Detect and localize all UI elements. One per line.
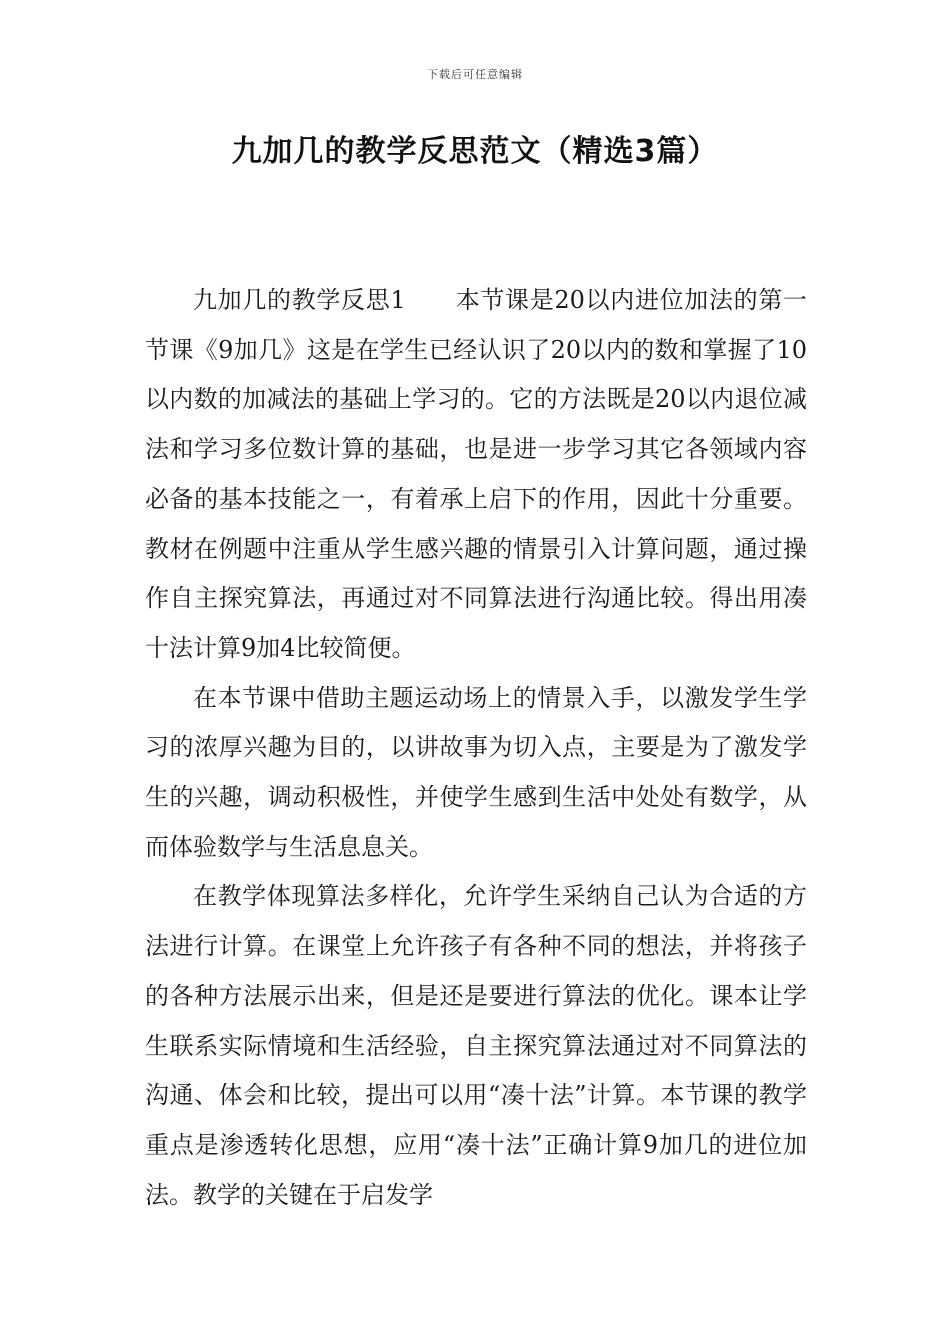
paragraph-2: 在本节课中借助主题运动场上的情景入手，以激发学生学习的浓厚兴趣为目的，以讲故事为切入点，主要是为了激发学生的兴趣，调动积极性，并使学生感到生活中处处有数学，从而体验数学与生活息息关。: [145, 683, 807, 861]
paragraph-3: 在教学体现算法多样化，允许学生采纳自己认为合适的方法进行计算。在课堂上允许孩子有各种不同的想法，并将孩子的各种方法展示出来，但是还是要进行算法的优化。课本让学生联系实际情境和生活经验，自主探究算法通过对不同算法的沟通、体会和比较，提出可以用“凑十法”计算。本节课的教学重点是渗透转化思想，应用“凑十法”正确计算9加几的进位加法。教学的关键在于启发学: [145, 882, 807, 1209]
document-title: 九加几的教学反思范文（精选3篇）: [231, 134, 719, 169]
document-body: [145, 276, 807, 1220]
header-note: 下载后可任意编辑: [427, 68, 523, 81]
paragraph-1: 九加几的教学反思1 本节课是20以内进位加法的第一节课《9加几》这是在学生已经认识了20以内的数和掌握了10以内数的加减法的基础上学习的。它的方法既是20以内退位减法和学习多位数计算的基础，也是进一步学习其它各领域内容必备的基本技能之一，有着承上启下的作用，因此十分重要。教材在例题中注重从学生感兴趣的情景引入计算问题，通过操作自主探究算法，再通过对不同算法进行沟通比较。得出用凑十法计算9加4比较简便。: [145, 286, 807, 662]
